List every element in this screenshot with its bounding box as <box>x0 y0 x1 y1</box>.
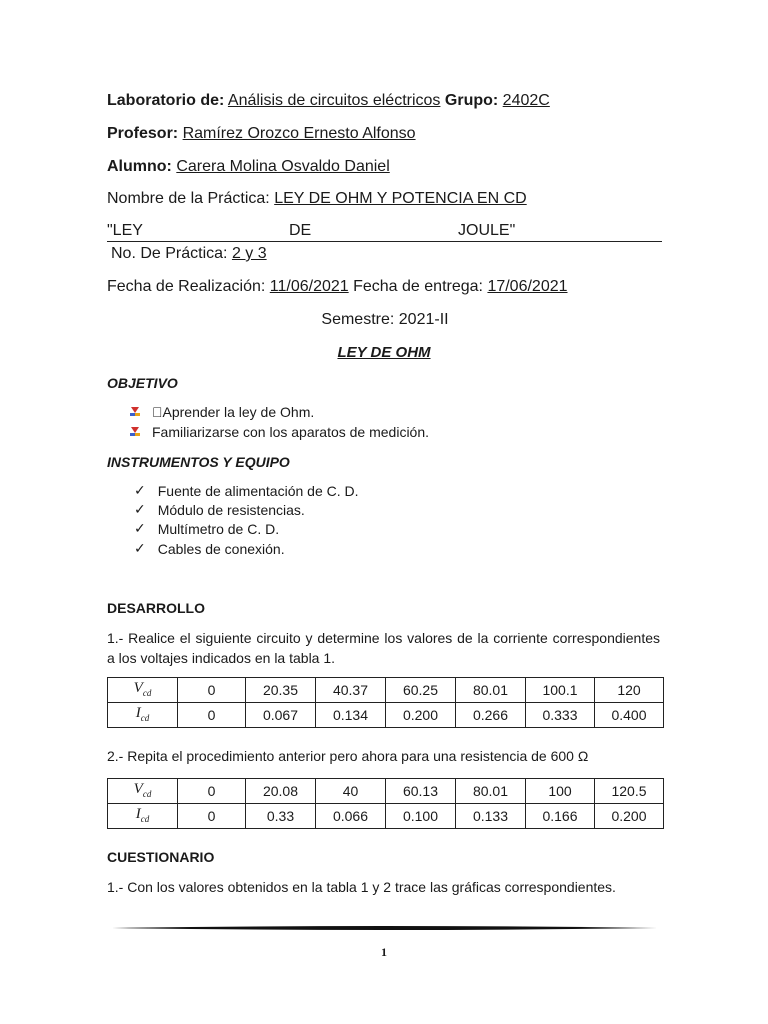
questions-heading: CUESTIONARIO <box>107 849 215 865</box>
table-cell: 0.33 <box>246 804 316 829</box>
table-row <box>108 779 664 804</box>
table-cell: 40.37 <box>316 678 386 703</box>
development-heading: DESARROLLO <box>107 600 205 616</box>
group-value: 2402C <box>502 92 550 109</box>
objective-item-text: Familiarizarse con los aparatos de medición. <box>152 424 430 440</box>
section-title: LEY DE OHM <box>337 344 431 361</box>
table-cell: 120.5 <box>595 779 664 804</box>
data-table-2 <box>107 778 664 829</box>
checkmark-icon: ✓ <box>134 540 146 556</box>
equipment-item <box>130 482 359 499</box>
checkmark-icon: ✓ <box>134 520 146 536</box>
table-cell: 0 <box>178 703 246 728</box>
objective-item <box>130 424 429 440</box>
table-cell: 80.01 <box>456 779 526 804</box>
equipment-item-text: Fuente de alimentación de C. D. <box>157 482 359 499</box>
practice-name-continuation <box>107 222 662 242</box>
table-cell: 100 <box>526 779 595 804</box>
table-cell: 0.067 <box>246 703 316 728</box>
table-cell: 60.25 <box>386 678 456 703</box>
checkmark-icon: ✓ <box>134 501 146 517</box>
joule-word-1: "LEY <box>107 222 143 239</box>
lab-label: Laboratorio de: <box>107 92 225 109</box>
table-cell: 0 <box>178 779 246 804</box>
practice-number-value: 2 y 3 <box>231 245 267 262</box>
table-cell: 0.166 <box>526 804 595 829</box>
lab-value: Análisis de circuitos eléctricos <box>227 92 441 109</box>
development-step-1: 1.- Realice el siguiente circuito y determine los valores de la corriente correspondientes a los voltajes indicados en la tabla 1. <box>107 630 660 666</box>
arrow-bullet-icon <box>130 407 140 417</box>
table-cell: 20.35 <box>246 678 316 703</box>
table-cell: 0.134 <box>316 703 386 728</box>
date-due-value: 17/06/2021 <box>487 278 568 295</box>
table-row <box>108 678 664 703</box>
table-cell: 0.100 <box>386 804 456 829</box>
table-cell: 80.01 <box>456 678 526 703</box>
objective-item-text: Aprender la ley de Ohm. <box>152 404 304 420</box>
table-cell: 0.066 <box>316 804 386 829</box>
page-number: 1 <box>381 945 387 959</box>
lab-line <box>107 92 550 110</box>
table-row <box>108 804 664 829</box>
data-table-1 <box>107 677 664 728</box>
practice-name-line <box>107 190 527 208</box>
equipment-item-text: Módulo de resistencias. <box>157 501 305 518</box>
row-header-voltage: $V_{cd}$ <box>108 779 178 804</box>
row-header-current: $I_{cd}$ <box>108 804 178 829</box>
table-cell: 0.400 <box>595 703 664 728</box>
student-value: Carera Molina Osvaldo Daniel <box>176 158 390 175</box>
dates-line <box>107 278 568 296</box>
practice-name-value: LEY DE OHM Y POTENCIA EN CD <box>274 190 527 207</box>
table-cell: 0 <box>178 678 246 703</box>
table-cell: 0.200 <box>386 703 456 728</box>
date-done-label: Fecha de Realización: <box>107 278 266 295</box>
professor-label: Profesor: <box>107 125 179 142</box>
professor-line <box>107 125 416 143</box>
table-cell: 100.1 <box>526 678 595 703</box>
student-line <box>107 158 390 176</box>
arrow-bullet-icon <box>130 427 140 437</box>
date-done-value: 11/06/2021 <box>269 278 349 295</box>
professor-value: Ramírez Orozco Ernesto Alfonso <box>182 125 416 142</box>
equipment-heading: INSTRUMENTOS Y EQUIPO <box>107 454 290 470</box>
student-label: Alumno: <box>107 158 172 175</box>
date-due-label: Fecha de entrega: <box>353 278 483 295</box>
footer-divider <box>112 925 657 931</box>
question-1: 1.- Con los valores obtenidos en la tabla 1 y 2 trace las gráficas correspondientes. <box>107 879 616 895</box>
semester: Semestre: 2021-II <box>321 311 449 328</box>
table-cell: 40 <box>316 779 386 804</box>
table-cell: 0.266 <box>456 703 526 728</box>
equipment-item-text: Cables de conexión. <box>157 540 285 557</box>
joule-word-2: DE <box>289 222 312 239</box>
table-row <box>108 703 664 728</box>
row-header-current: $I_{cd}$ <box>108 703 178 728</box>
table-cell: 20.08 <box>246 779 316 804</box>
table-cell: 0.333 <box>526 703 595 728</box>
equipment-item-text: Multímetro de C. D. <box>157 520 280 537</box>
equipment-item <box>130 501 305 518</box>
joule-word-3: JOULE" <box>458 222 516 239</box>
group-label: Grupo: <box>444 92 499 109</box>
practice-name-label: Nombre de la Práctica: <box>107 190 270 207</box>
table-cell: 60.13 <box>386 779 456 804</box>
practice-number-label: No. De Práctica: <box>111 245 228 262</box>
table-cell: 0.133 <box>456 804 526 829</box>
objective-item <box>130 404 314 420</box>
practice-number-line <box>111 245 267 263</box>
row-header-voltage: $V_{cd}$ <box>108 678 178 703</box>
table-cell: 0 <box>178 804 246 829</box>
equipment-item <box>130 540 285 557</box>
equipment-item <box>130 520 279 537</box>
development-step-2: 2.- Repita el procedimiento anterior pero ahora para una resistencia de 600 Ω <box>107 748 589 764</box>
table-cell: 120 <box>595 678 664 703</box>
checkmark-icon: ✓ <box>134 482 146 498</box>
table-cell: 0.200 <box>595 804 664 829</box>
objective-heading: OBJETIVO <box>107 375 178 391</box>
